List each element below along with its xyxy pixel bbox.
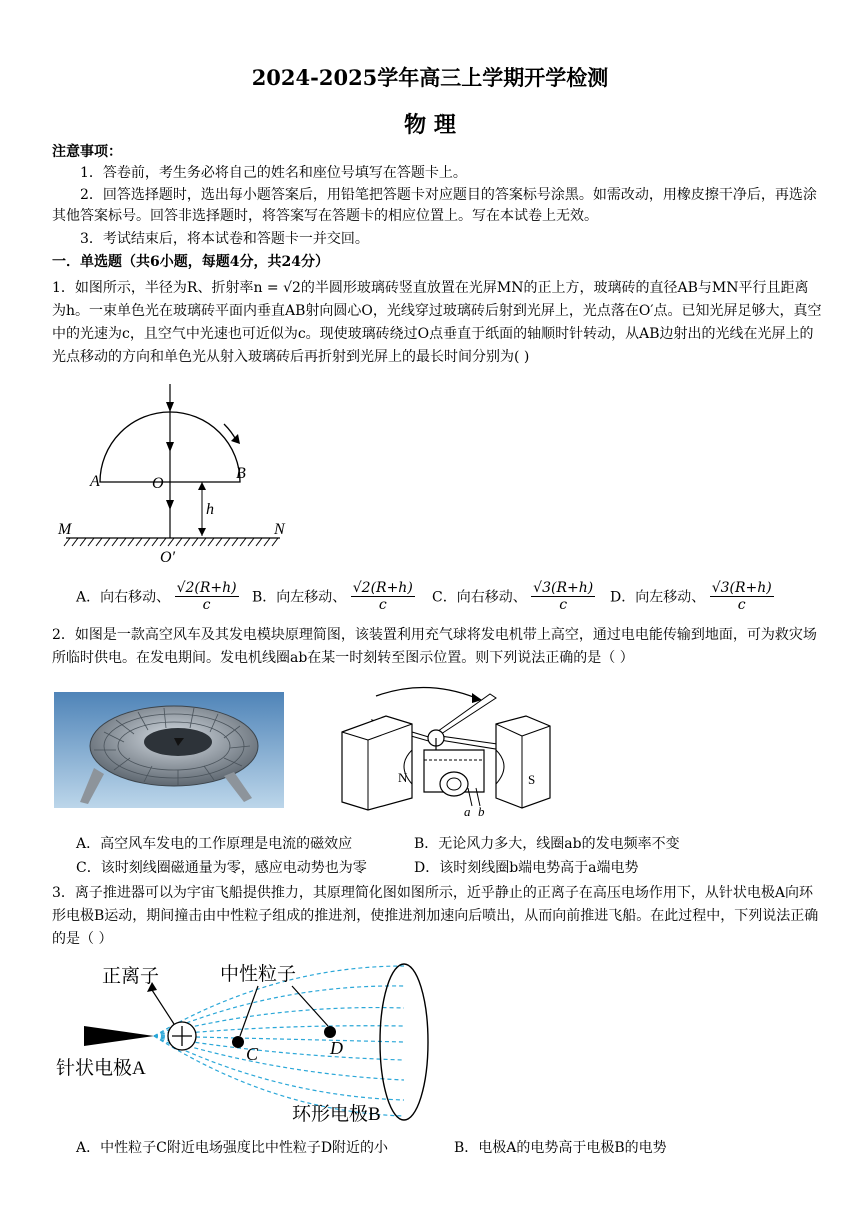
coil-b-label: b	[478, 804, 485, 819]
q1-option-a-prefix: A．向右移动、	[76, 589, 171, 606]
positive-ion-label: 正离子	[102, 966, 160, 987]
question-1-figure	[52, 378, 302, 568]
q1-option-d-denominator: c	[737, 597, 746, 613]
fig1-label-M: M	[58, 521, 72, 538]
subject-title: 物 理	[404, 112, 456, 138]
q3-option-b: B．电极A的电势高于电极B的电势	[454, 1140, 667, 1156]
note-item-2: 2．回答选择题时，选出每小题答案后，用铅笔把答题卡对应题目的答案标号涂黑。如需改动，用橡皮擦干净后，再选涂其他答案标号。回答非选择题时，将答案写在答题卡的相应位置上。写在本试卷上无效。	[52, 187, 817, 224]
needle-electrode-label: 针状电极A	[56, 1058, 146, 1079]
q1-option-d-prefix: D．向左移动、	[610, 589, 706, 606]
q2-option-c: C．该时刻线圈磁通量为零，感应电动势也为零	[76, 860, 367, 876]
q1-option-a-denominator: c	[202, 597, 211, 613]
fig1-label-h: h	[206, 501, 214, 518]
ion-thruster-diagram	[54, 956, 434, 1126]
q2-option-a: A．高空风车发电的工作原理是电流的磁效应	[76, 836, 353, 852]
q2-option-b: B．无论风力多大，线圈ab的发电频率不变	[414, 836, 680, 852]
neutral-particle-label: 中性粒子	[220, 964, 297, 985]
q1-option-a-numerator: √2(R+h)	[176, 580, 237, 596]
q2-option-d: D．该时刻线圈b端电势高于a端电势	[414, 860, 639, 876]
q1-option-b-prefix: B．向左移动、	[252, 589, 347, 606]
q1-option-d	[610, 580, 774, 613]
question-2-text: 2．如图是一款高空风车及其发电模块原理简图，该装置利用充气球将发电机带上高空，通过电电能传输到地面，可为救灾场所临时供电。在发电期间。发电机线圈ab在某一时刻转至图示位置。则下列说法正确的是（ ）	[52, 627, 817, 666]
page-title: 2024-2025学年高三上学期开学检测	[251, 65, 609, 90]
notes-heading: 注意事项：	[52, 144, 122, 160]
coil-a-label: a	[464, 804, 471, 819]
q1-option-c-prefix: C．向右移动、	[432, 589, 527, 606]
q1-option-b-denominator: c	[378, 597, 387, 613]
generator-diagram	[336, 680, 558, 820]
balloon-turbine-photo	[54, 692, 284, 808]
question-1-text: 1．如图所示，半径为R、折射率n = √2的半圆形玻璃砖竖直放置在光屏MN的正上方，玻璃砖的直径AB与MN平行且距离为h。一束单色光在玻璃砖平面内垂直AB射向圆心O，光线穿过玻璃砖后射到光屏上，光点落在O′点。已知光屏足够大，真空中的光速为c，且空气中光速也可近似为c。现使玻璃砖绕过O点垂直于纸面的轴顺时针转动，从AB边射出的光线在光屏上的光点移动的方向和单色光从射入玻璃砖后再折射到光屏上的最长时间分别为( )	[52, 280, 822, 365]
question-3-text: 3．离子推进器可以为宇宙飞船提供推力，其原理简化图如图所示，近乎静止的正离子在高压电场作用下，从针状电极A向环形电极B运动，期间撞击由中性粒子组成的推进剂，使推进剂加速向后喷出，从而向前推进飞船。在此过程中，下列说法正确的是（ ）	[52, 885, 819, 947]
q1-option-b-numerator: √2(R+h)	[352, 580, 413, 596]
fig1-label-A: A	[90, 473, 100, 490]
q1-option-c-denominator: c	[559, 597, 568, 613]
section-heading: 一．单选题（共6小题，每题4分，共24分）	[52, 254, 329, 270]
particle-c-label: C	[246, 1044, 259, 1064]
q1-option-b	[252, 580, 415, 613]
note-item-1: 1．答卷前，考生务必将自己的姓名和座位号填写在答题卡上。	[80, 165, 467, 181]
q1-option-c-numerator: √3(R+h)	[533, 580, 594, 596]
fig1-label-Oprime: O′	[160, 549, 176, 566]
fig1-label-N: N	[274, 521, 285, 538]
q1-option-a	[76, 580, 239, 613]
magnet-s-label: S	[528, 772, 536, 787]
magnet-n-label: N	[398, 770, 408, 785]
ring-electrode-label: 环形电极B	[292, 1104, 381, 1125]
q1-option-d-numerator: √3(R+h)	[711, 580, 772, 596]
fig1-label-B: B	[236, 465, 246, 482]
fig1-label-O: O	[152, 475, 164, 492]
q3-option-a: A．中性粒子C附近电场强度比中性粒子D附近的小	[76, 1140, 389, 1156]
q1-option-c	[432, 580, 595, 613]
particle-d-label: D	[330, 1038, 343, 1058]
note-item-3: 3．考试结束后，将本试卷和答题卡一并交回。	[80, 231, 369, 247]
